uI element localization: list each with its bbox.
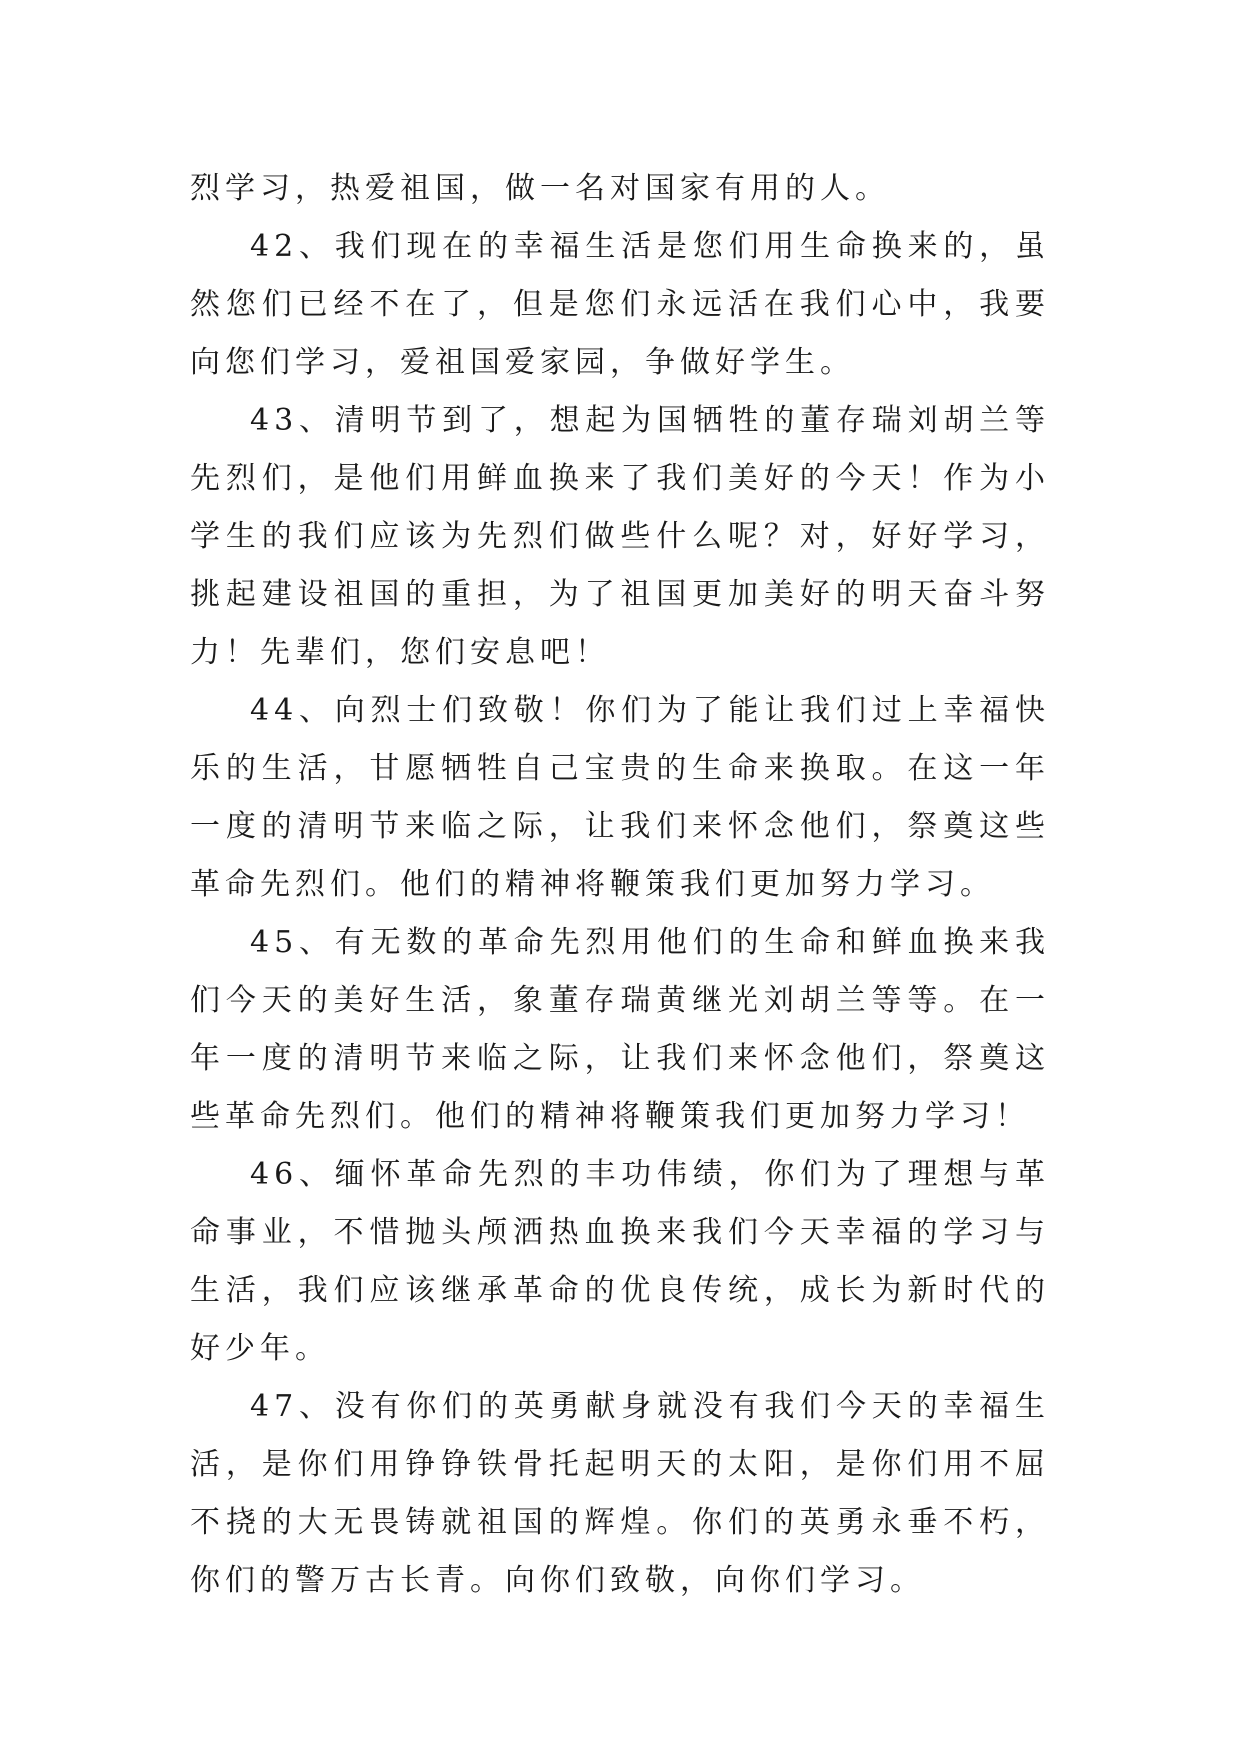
paragraph-42: 42、我们现在的幸福生活是您们用生命换来的，虽然您们已经不在了，但是您们永远活在我们心中，我要向您们学习，爱祖国爱家园，争做好学生。 xyxy=(190,229,1050,380)
paragraph-44: 44、向烈士们致敬！你们为了能让我们过上幸福快乐的生活，甘愿牺牲自己宝贵的生命来换取。在这一年一度的清明节来临之际，让我们来怀念他们，祭奠这些革命先烈们。他们的精神将鞭策我们更加努力学习。 xyxy=(190,693,1050,902)
paragraph-43: 43、清明节到了，想起为国牺牲的董存瑞刘胡兰等先烈们，是他们用鲜血换来了我们美好的今天！作为小学生的我们应该为先烈们做些什么呢？对，好好学习，挑起建设祖国的重担，为了祖国更加美好的明天奋斗努力！先辈们，您们安息吧！ xyxy=(190,403,1050,670)
paragraph-41-continued: 烈学习，热爱祖国，做一名对国家有用的人。 xyxy=(190,171,890,206)
paragraph-47: 47、没有你们的英勇献身就没有我们今天的幸福生活，是你们用铮铮铁骨托起明天的太阳，是你们用不屈不挠的大无畏铸就祖国的辉煌。你们的英勇永垂不朽，你们的警万古长青。向你们致敬，向你们学习。 xyxy=(190,1389,1050,1598)
document-body xyxy=(190,160,1050,1610)
paragraph-46: 46、缅怀革命先烈的丰功伟绩，你们为了理想与革命事业，不惜抛头颅洒热血换来我们今天幸福的学习与生活，我们应该继承革命的优良传统，成长为新时代的好少年。 xyxy=(190,1157,1050,1366)
paragraph-45: 45、有无数的革命先烈用他们的生命和鲜血换来我们今天的美好生活，象董存瑞黄继光刘胡兰等等。在一年一度的清明节来临之际，让我们来怀念他们，祭奠这些革命先烈们。他们的精神将鞭策我们更加努力学习！ xyxy=(190,925,1050,1134)
